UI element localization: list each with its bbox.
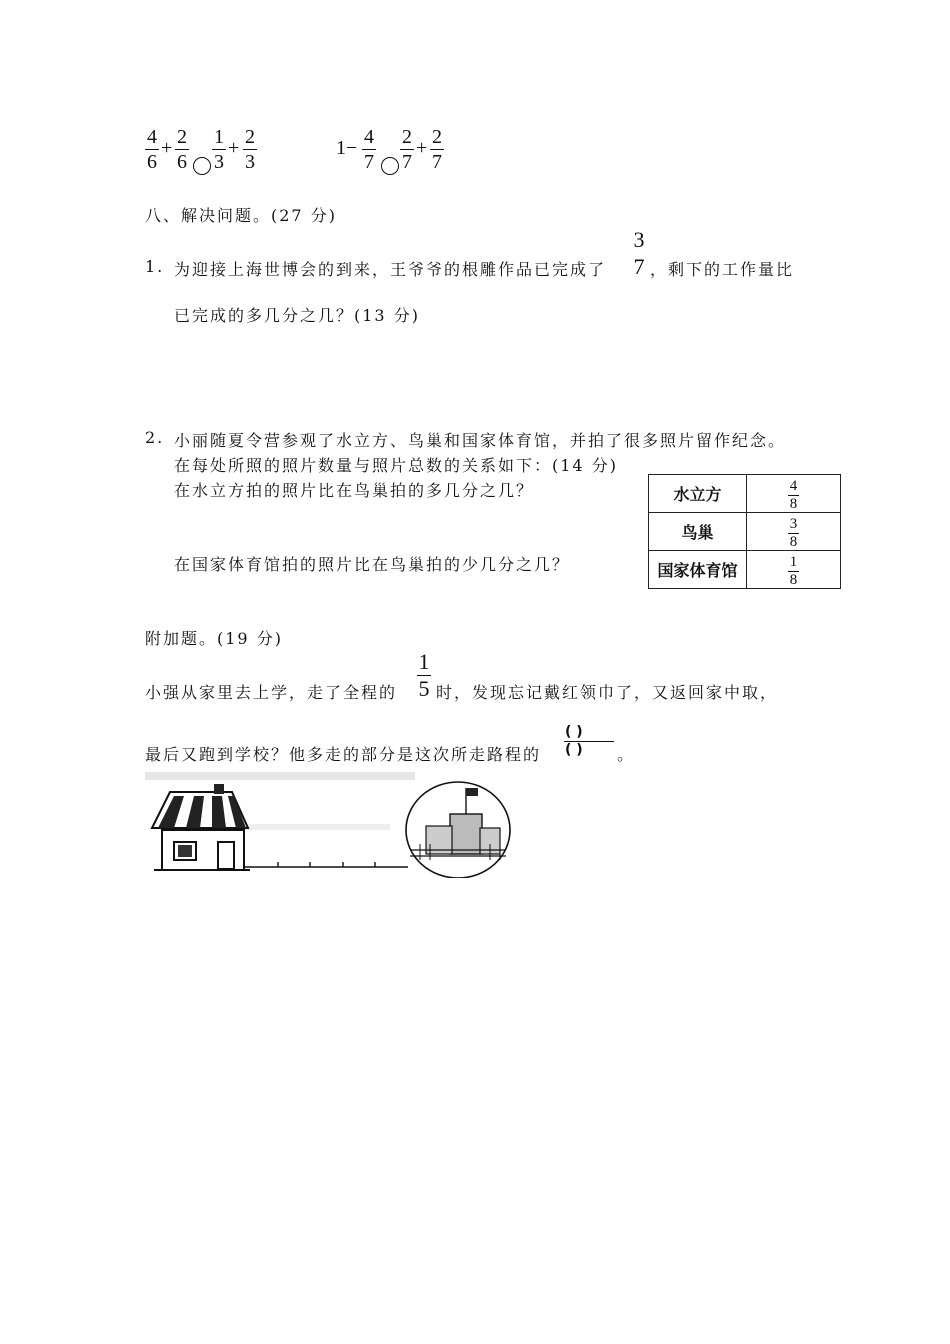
denominator: 7 bbox=[402, 151, 412, 173]
fraction-3-7 bbox=[632, 228, 646, 279]
numerator: 4 bbox=[147, 126, 157, 148]
numerator: 1 bbox=[418, 649, 430, 674]
plus-sign: + bbox=[161, 137, 173, 159]
denominator: 7 bbox=[364, 151, 374, 173]
house-icon bbox=[152, 784, 250, 870]
numerator: 2 bbox=[177, 126, 187, 148]
numerator: 4 bbox=[789, 478, 798, 494]
fraction-2-7b bbox=[430, 126, 444, 173]
photo-ratio-table bbox=[648, 474, 841, 589]
fraction-1-3 bbox=[212, 126, 226, 173]
bonus-text-a: 小强从家里去上学，走了全程的 bbox=[145, 683, 398, 702]
plus-sign: + bbox=[228, 137, 240, 159]
denominator: 8 bbox=[789, 534, 798, 550]
route-illustration bbox=[140, 768, 520, 878]
ratio-fraction bbox=[788, 555, 799, 588]
table-row bbox=[649, 475, 841, 513]
fraction-2-3 bbox=[243, 126, 257, 173]
route-line bbox=[245, 862, 408, 867]
numerator: 4 bbox=[364, 126, 374, 148]
question-2-number: 2. bbox=[145, 428, 165, 447]
numerator: 2 bbox=[402, 126, 412, 148]
question-2-line-2: 在每处所照的照片数量与照片总数的关系如下：(14 分) bbox=[174, 456, 618, 475]
question-2-line-4: 在国家体育馆拍的照片比在鸟巢拍的少几分之几？ bbox=[174, 555, 571, 574]
numerator: 2 bbox=[432, 126, 442, 148]
scan-ghost bbox=[145, 772, 415, 780]
question-1-number: 1. bbox=[145, 257, 165, 276]
answer-blank-bottom[interactable]: ( ) bbox=[565, 742, 583, 758]
compare-circle-right[interactable] bbox=[381, 157, 399, 175]
ratio-cell bbox=[747, 475, 841, 513]
plus-sign: + bbox=[416, 137, 428, 159]
table-row bbox=[649, 513, 841, 551]
question-1-text-a: 为迎接上海世博会的到来，王爷爷的根雕作品已完成了 bbox=[174, 260, 607, 279]
numerator: 1 bbox=[214, 126, 224, 148]
compare-circle-left[interactable] bbox=[193, 157, 211, 175]
denominator: 7 bbox=[633, 254, 645, 279]
bonus-text-b: 时，发现忘记戴红领巾了，又返回家中取， bbox=[436, 683, 779, 702]
question-1-text-b: ，剩下的工作量比 bbox=[650, 260, 795, 279]
answer-blank-top[interactable]: ( ) bbox=[565, 724, 583, 740]
bonus-text-end: 。 bbox=[617, 745, 636, 764]
ratio-cell bbox=[747, 551, 841, 589]
ratio-fraction bbox=[788, 517, 799, 550]
numerator: 2 bbox=[245, 126, 255, 148]
table-row bbox=[649, 551, 841, 589]
denominator: 6 bbox=[177, 151, 187, 173]
bonus-text-c: 最后又跑到学校？他多走的部分是这次所走路程的 bbox=[145, 745, 542, 764]
numerator: 3 bbox=[633, 227, 645, 252]
ratio-cell bbox=[747, 513, 841, 551]
numerator: 3 bbox=[789, 516, 798, 532]
question-2-line-3: 在水立方拍的照片比在鸟巢拍的多几分之几？ bbox=[174, 481, 535, 500]
fraction-2-6 bbox=[175, 126, 189, 173]
section-title: 八、解决问题。(27 分) bbox=[145, 206, 337, 225]
denominator: 6 bbox=[147, 151, 157, 173]
venue-name: 国家体育馆 bbox=[649, 551, 747, 589]
fraction-2-7 bbox=[400, 126, 414, 173]
venue-name: 鸟巢 bbox=[649, 513, 747, 551]
venue-name: 水立方 bbox=[649, 475, 747, 513]
question-2-line-1: 小丽随夏令营参观了水立方、鸟巢和国家体育馆，并拍了很多照片留作纪念。 bbox=[174, 431, 787, 450]
denominator: 7 bbox=[432, 151, 442, 173]
fraction-4-6 bbox=[145, 126, 159, 173]
denominator: 3 bbox=[245, 151, 255, 173]
school-icon bbox=[406, 782, 510, 878]
denominator: 5 bbox=[418, 676, 430, 701]
bonus-title: 附加题。(19 分) bbox=[145, 629, 283, 648]
question-1-text-c: 已完成的多几分之几？(13 分) bbox=[174, 306, 420, 325]
fraction-4-7 bbox=[362, 126, 376, 173]
one-minus: 1− bbox=[336, 137, 358, 159]
denominator: 3 bbox=[214, 151, 224, 173]
fraction-1-5 bbox=[417, 650, 431, 701]
scan-ghost bbox=[240, 824, 390, 830]
denominator: 8 bbox=[789, 496, 798, 512]
numerator: 1 bbox=[789, 554, 798, 570]
denominator: 8 bbox=[789, 572, 798, 588]
ratio-fraction bbox=[788, 479, 799, 512]
